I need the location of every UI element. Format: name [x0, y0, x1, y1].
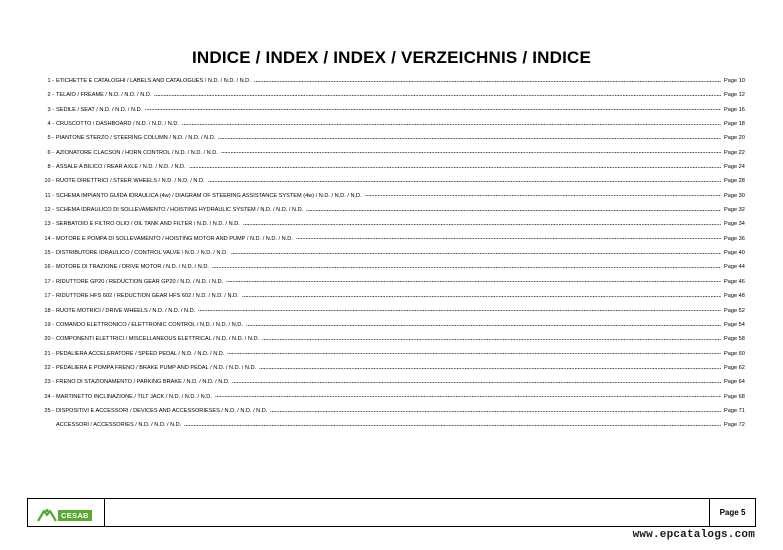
dot-leader: [226, 279, 721, 284]
index-entry: [28, 418, 756, 432]
dot-leader: [182, 122, 721, 127]
entry-number: 17 -: [44, 293, 54, 300]
dot-leader: [242, 294, 721, 299]
index-entry: [28, 88, 756, 102]
entry-label: ASSALE A BILICO / REAR AXLE / N.D. / N.D. / N.D.: [56, 164, 186, 171]
dot-leader: [154, 93, 721, 98]
entry-number: 20 -: [44, 336, 54, 343]
index-entry: [28, 189, 756, 203]
entry-page: Page 44: [724, 264, 745, 271]
index-entry: [28, 361, 756, 375]
entry-number: 3 -: [47, 106, 54, 113]
entry-label: RIDUTTORE GP20 / REDUCTION GEAR GP20 / N.D. / N.D. / N.D.: [56, 278, 224, 285]
entry-page: Page 10: [724, 78, 745, 84]
entry-number: 21 -: [44, 350, 54, 357]
entry-number: 25 -: [44, 407, 54, 414]
entry-label: COMANDO ELETTRONICO / ELETTRONIC CONTROL / N.D. / N.D. / N.D.: [56, 321, 243, 328]
entry-number: 17 -: [44, 278, 54, 285]
entry-label: PIANTONE STERZO / STEERING COLUMN / N.D. / N.D. / N.D.: [56, 135, 216, 142]
entry-page: Page 72: [724, 422, 745, 429]
entry-label: ETICHETTE E CATALOGHI / LABELS AND CATALOGUES / N.D. / N.D. / N.D.: [56, 78, 251, 84]
entry-label: FRENO DI STAZIONAMENTO / PARKING BRAKE / N.D. / N.D. / N.D.: [56, 379, 230, 386]
watermark-url: www.epcatalogs.com: [632, 529, 755, 541]
page-title: INDICE / INDEX / INDEX / VERZEICHNIS / INDICE: [191, 48, 592, 67]
entry-page: Page 52: [724, 307, 745, 314]
entry-label: SEDILE / SEAT / N.D. / N.D. / N.D.: [56, 106, 143, 113]
index-entry: [28, 275, 756, 289]
entry-number: 8 -: [47, 164, 54, 171]
index-entry: [28, 117, 756, 131]
entry-label: MOTORE DI TRAZIONE / DRIVE MOTOR / N.D. / N.D. / N.D.: [56, 264, 209, 271]
entry-number: 11 -: [44, 192, 54, 199]
entry-label: CRUSCOTTO / DASHBOARD / N.D. / N.D. / N.D.: [56, 121, 179, 128]
entry-page: Page 30: [724, 192, 745, 199]
dot-leader: [231, 251, 721, 256]
index-entry: [28, 146, 756, 160]
index-entry: [28, 232, 756, 246]
entry-page: Page 16: [724, 106, 745, 113]
entry-label: DISPOSITIVI E ACCESSORI / DEVICES AND ACCESSORIESES / N.D. / N.D. / N.D.: [56, 407, 268, 414]
entry-label: RIDUTTORE HFS 602 / REDUCTION GEAR HFS 602 / N.D. / N.D. / N.D.: [56, 293, 239, 300]
index-entry: [28, 103, 756, 117]
dot-leader: [246, 323, 721, 328]
dot-leader: [184, 423, 721, 428]
entry-label: TELAIO / FREAME / N.D. / N.D. / N.D.: [56, 92, 152, 99]
index-entry: [28, 318, 756, 332]
entry-number: 22 -: [44, 364, 54, 371]
entry-label: SCHEMA IDRAULICO DI SOLLEVAMENTO / HOISTING HYDRAULIC SYSTEM / N.D. / N.D. / N.D.: [56, 207, 304, 214]
page-footer: [27, 498, 756, 527]
entry-number: 1 -: [47, 78, 54, 84]
entry-page: Page 20: [724, 135, 745, 142]
dot-leader: [306, 208, 721, 213]
index-entry: [28, 289, 756, 303]
index-list: [28, 74, 756, 433]
dot-leader: [145, 107, 721, 112]
entry-number: 4 -: [47, 121, 54, 128]
entry-number: 5 -: [47, 135, 54, 142]
index-entry: [28, 246, 756, 260]
entry-page: Page 12: [724, 92, 745, 99]
dot-leader: [227, 351, 721, 356]
entry-page: Page 54: [724, 321, 745, 328]
entry-number: 13 -: [44, 221, 54, 228]
entry-label: MARTINETTO INCLINAZIONE / TILT JACK / N.D. / N.D. / N.D.: [56, 393, 212, 400]
entry-label: ACCESSORI / ACCESSORIES / N.D. / N.D. / N.D.: [56, 422, 182, 429]
entry-page: Page 60: [724, 350, 745, 357]
index-entry: [28, 332, 756, 346]
entry-number: 14 -: [44, 235, 54, 242]
entry-label: PEDALIERA E POMPA FRENO / BRAKE PUMP AND PEDAL / N.D. / N.D. / N.D.: [56, 364, 257, 371]
entry-number: 19 -: [44, 321, 54, 328]
entry-number: 18 -: [44, 307, 54, 314]
entry-label: MOTORE E POMPA DI SOLLEVAMENTO / HOISTING MOTOR AND PUMP / N.D. / N.D. / N.D.: [56, 235, 293, 242]
entry-number: 23 -: [44, 379, 54, 386]
dot-leader: [365, 193, 721, 198]
entry-number: 15 -: [44, 250, 54, 257]
entry-page: Page 68: [724, 393, 745, 400]
entry-page: Page 62: [724, 364, 745, 371]
entry-page: Page 48: [724, 293, 745, 300]
entry-number: 2 -: [47, 92, 54, 99]
entry-page: Page 64: [724, 379, 745, 386]
entry-number: 6 -: [47, 149, 54, 156]
entry-label: PEDALIERA ACCELERATORE / SPEED PEDAL / N.D. / N.D. / N.D.: [56, 350, 225, 357]
index-entry: [28, 347, 756, 361]
entry-page: Page 28: [724, 178, 745, 185]
dot-leader: [296, 236, 721, 241]
entry-number: 12 -: [44, 207, 54, 214]
index-entry: [28, 390, 756, 404]
dot-leader: [215, 394, 721, 399]
dot-leader: [232, 380, 721, 385]
index-entry: [28, 304, 756, 318]
entry-label: SERBATOIO E FILTRO OLIO / OIL TANK AND FILTER / N.D. / N.D. / N.D.: [56, 221, 240, 228]
entry-page: Page 22: [724, 149, 745, 156]
entry-label: RUOTE MOTRICI / DRIVE WHEELS / N.D. / N.D. / N.D.: [56, 307, 196, 314]
entry-label: RUOTE DIRETTRICI / STEER WHEELS / N.D. / N.D. / N.D.: [56, 178, 205, 185]
dot-leader: [189, 165, 721, 170]
logo-cell: [28, 499, 105, 526]
entry-label: AZIONATORE CLACSON / HORN CONTROL / N.D. / N.D. / N.D.: [56, 149, 218, 156]
index-entry: [28, 217, 756, 231]
entry-number: 10 -: [44, 178, 54, 185]
entry-number: 24 -: [44, 393, 54, 400]
entry-page: Page 18: [724, 121, 745, 128]
entry-page: Page 58: [724, 336, 745, 343]
dot-leader: [259, 366, 721, 371]
entry-label: DISTRIBUTORE IDRAULICO / CONTROL VALVE / N.D. / N.D. / N.D.: [56, 250, 228, 257]
entry-page: Page 40: [724, 250, 745, 257]
index-entry: [28, 74, 756, 88]
dot-leader: [198, 308, 721, 313]
index-entry: [28, 203, 756, 217]
dot-leader: [218, 136, 721, 141]
dot-leader: [243, 222, 721, 227]
index-entry: [28, 375, 756, 389]
entry-page: Page 36: [724, 235, 745, 242]
entry-label: COMPONENTI ELETTRICI / MISCELLANEOUS ELETTRICAL / N.D. / N.D. / N.D.: [56, 336, 260, 343]
entry-page: Page 24: [724, 164, 745, 171]
entry-page: Page 46: [724, 278, 745, 285]
entry-page: Page 34: [724, 221, 745, 228]
dot-leader: [262, 337, 721, 342]
dot-leader: [208, 179, 721, 184]
entry-label: SCHEMA IMPIANTO GUIDA IDRAULICA (4w) / DIAGRAM OF STEERING ASSISTANCE SYSTEM (4w) / N.D. / N.D. / N.D.: [56, 192, 362, 199]
index-entry: [28, 260, 756, 274]
index-entry: [28, 131, 756, 145]
index-entry: [28, 160, 756, 174]
cesab-logo-icon: [36, 508, 58, 522]
index-entry: [28, 174, 756, 188]
logo-text: CESAB: [58, 510, 92, 521]
dot-leader: [212, 265, 721, 270]
dot-leader: [270, 409, 721, 414]
entry-page: Page 32: [724, 207, 745, 214]
entry-number: 16 -: [44, 264, 54, 271]
page-number: Page 5: [709, 499, 755, 526]
entry-page: Page 71: [724, 407, 745, 414]
dot-leader: [221, 150, 721, 155]
dot-leader: [254, 79, 721, 84]
index-entry: [28, 404, 756, 418]
